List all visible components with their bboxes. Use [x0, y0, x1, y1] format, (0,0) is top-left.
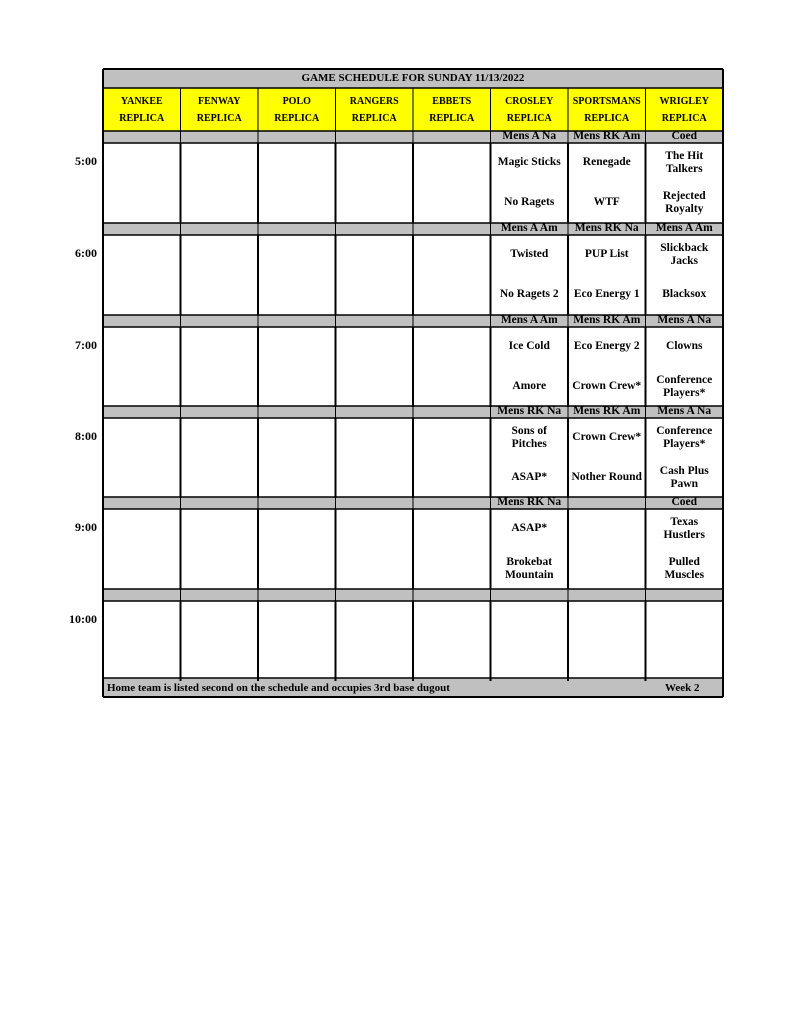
footer-week: Week 2: [665, 682, 700, 694]
field-header: [103, 88, 181, 131]
field-name: RANGERS: [349, 95, 399, 107]
time-label: 7:00: [75, 338, 97, 352]
division-label: Coed: [671, 496, 698, 509]
field-subtitle: REPLICA: [506, 112, 552, 124]
home-team: Amore: [512, 380, 547, 393]
field-subtitle: REPLICA: [351, 112, 397, 124]
division-label: Mens A Am: [500, 222, 558, 235]
field-subtitle: REPLICA: [429, 112, 475, 124]
away-team: The Hit Talkers: [665, 149, 704, 175]
away-team: Crown Crew*: [572, 431, 642, 444]
home-team: Rejected Royalty: [662, 189, 706, 215]
away-team: Texas Hustlers: [663, 515, 706, 541]
division-label: Mens RK Am: [573, 130, 641, 143]
away-team: Ice Cold: [508, 340, 550, 353]
page-title: GAME SCHEDULE FOR SUNDAY 11/13/2022: [301, 72, 525, 85]
field-header: [258, 88, 336, 131]
field-name: WRIGLEY: [659, 95, 709, 107]
home-team: Eco Energy 1: [573, 288, 640, 301]
field-subtitle: REPLICA: [274, 112, 320, 124]
division-label: Mens A Na: [657, 405, 712, 418]
home-team: No Ragets 2: [499, 288, 559, 301]
division-label: Mens RK Na: [574, 222, 639, 235]
home-team: ASAP*: [511, 471, 548, 484]
footer-note: Home team is listed second on the schedule and occupies 3rd base dugout: [107, 682, 450, 694]
field-header: [491, 88, 569, 131]
division-label: Mens RK Am: [573, 314, 641, 327]
field-name: SPORTSMANS: [572, 95, 641, 107]
division-label: Mens RK Na: [497, 496, 562, 509]
division-label: Mens RK Na: [497, 405, 562, 418]
home-team: Brokebat Mountain: [504, 555, 554, 581]
time-label: 5:00: [75, 154, 97, 168]
home-team: Conference Players*: [656, 373, 713, 399]
division-label: Mens A Na: [657, 314, 712, 327]
field-subtitle: REPLICA: [196, 112, 242, 124]
field-name: FENWAY: [198, 95, 241, 107]
field-name: YANKEE: [120, 95, 163, 107]
away-team: PUP List: [584, 248, 629, 261]
division-label: Mens A Am: [655, 222, 713, 235]
schedule-sheet: [103, 69, 723, 697]
away-team: Conference Players*: [656, 424, 713, 450]
field-subtitle: REPLICA: [661, 112, 707, 124]
away-team: Eco Energy 2: [573, 340, 640, 353]
home-team: No Ragets: [504, 196, 555, 209]
division-label: Mens A Am: [500, 314, 558, 327]
home-team: Crown Crew*: [572, 380, 642, 393]
away-team: Twisted: [510, 248, 549, 261]
home-team: WTF: [593, 196, 620, 209]
time-label: 8:00: [75, 429, 97, 443]
away-team: Slickback Jacks: [660, 241, 709, 267]
away-team: Sons of Pitches: [511, 424, 547, 450]
field-subtitle: REPLICA: [584, 112, 630, 124]
away-team: Renegade: [582, 156, 631, 169]
division-label: Mens A Na: [502, 130, 557, 143]
field-header: [568, 88, 646, 131]
away-team: Magic Sticks: [497, 156, 561, 169]
time-label: 6:00: [75, 246, 97, 260]
division-label: Coed: [671, 130, 698, 143]
field-subtitle: REPLICA: [119, 112, 165, 124]
field-header: [413, 88, 491, 131]
home-team: Cash Plus Pawn: [659, 464, 709, 490]
field-header: [646, 88, 724, 131]
away-team: ASAP*: [511, 522, 548, 535]
field-header: [181, 88, 259, 131]
field-name: POLO: [282, 95, 311, 107]
field-name: CROSLEY: [505, 95, 554, 107]
time-label: 9:00: [75, 520, 97, 534]
home-team: Blacksox: [662, 288, 707, 301]
home-team: Nother Round: [571, 471, 642, 484]
field-name: EBBETS: [432, 95, 472, 107]
away-team: Clowns: [666, 340, 703, 353]
field-header: [336, 88, 414, 131]
time-label: 10:00: [69, 612, 97, 626]
division-label: Mens RK Am: [573, 405, 641, 418]
home-team: Pulled Muscles: [664, 555, 705, 581]
